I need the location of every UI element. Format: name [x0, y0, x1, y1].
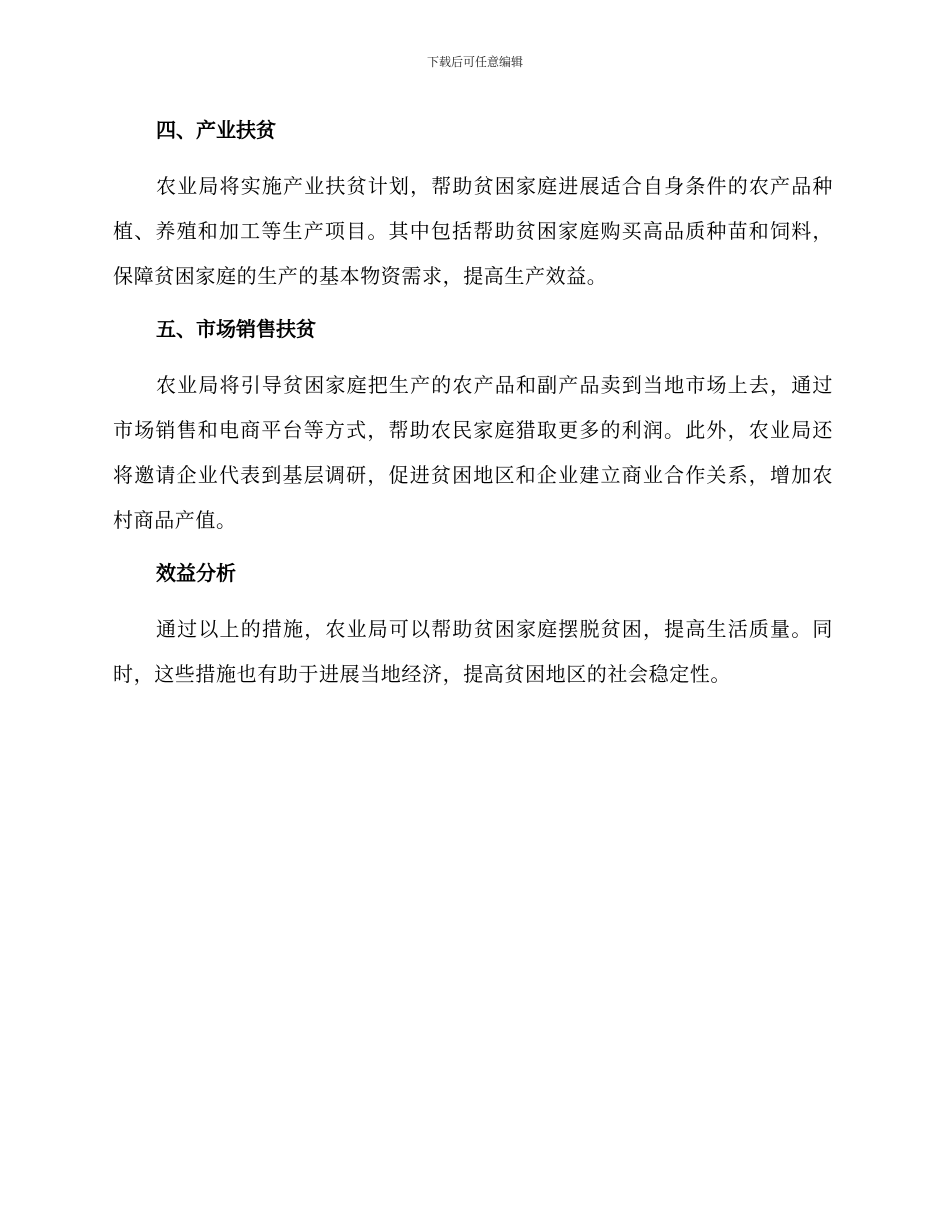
section-paragraph-market: 农业局将引导贫困家庭把生产的农产品和副产品卖到当地市场上去，通过市场销售和电商平台等方式，帮助农民家庭猎取更多的利润。此外，农业局还将邀请企业代表到基层调研，促进贫困地区和企业建立商业合作关系，增加农村商品产值。	[113, 373, 833, 532]
section-paragraph-benefit: 通过以上的措施，农业局可以帮助贫困家庭摆脱贫困，提高生活质量。同时，这些措施也有助于进展当地经济，提高贫困地区的社会稳定性。	[113, 617, 833, 686]
page-header: 下载后可任意编辑	[426, 55, 523, 69]
section-heading-benefit: 效益分析	[156, 561, 236, 585]
document-body	[113, 110, 833, 697]
section-paragraph-industry: 农业局将实施产业扶贫计划，帮助贫困家庭进展适合自身条件的农产品种植、养殖和加工等生产项目。其中包括帮助贫困家庭购买高品质种苗和饲料，保障贫困家庭的生产的基本物资需求，提高生产效益。	[113, 174, 833, 288]
section-heading-industry: 四、产业扶贫	[156, 118, 276, 142]
section-heading-market: 五、市场销售扶贫	[156, 317, 316, 341]
